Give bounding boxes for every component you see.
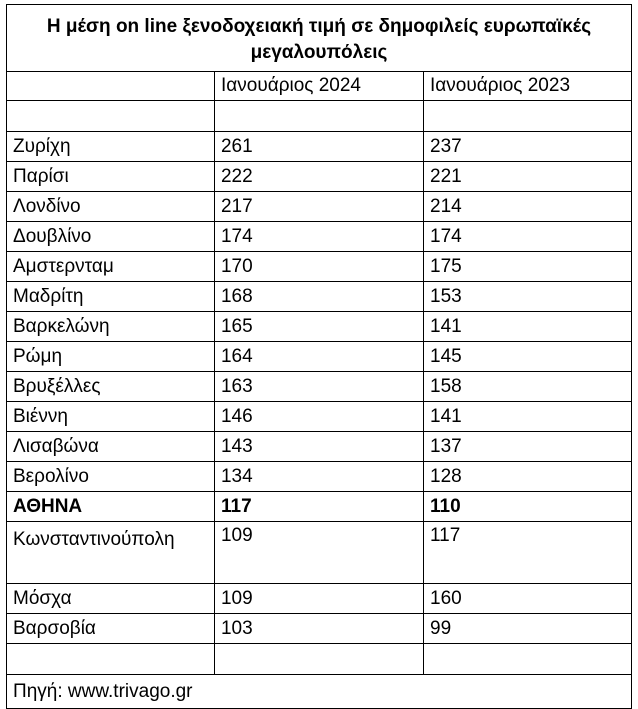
header-jan-2024: Ιανουάριος 2024 <box>214 72 423 101</box>
city-cell: Βερολίνο <box>7 462 215 492</box>
city-cell: Βαρκελώνη <box>7 312 215 342</box>
value-2023-cell: 99 <box>424 614 632 644</box>
city-cell: Δουβλίνο <box>7 222 215 252</box>
blank-cell <box>214 644 423 675</box>
value-2023-cell: 214 <box>424 192 632 222</box>
table-row <box>7 492 632 522</box>
city-cell: Αμστερνταμ <box>7 252 215 282</box>
table-row <box>7 132 632 162</box>
blank-cell <box>7 644 215 675</box>
header-city <box>7 72 215 101</box>
table-row <box>7 462 632 492</box>
value-2023-cell: 117 <box>424 522 632 584</box>
table-row <box>7 252 632 282</box>
table-row <box>7 372 632 402</box>
value-2024-cell: 222 <box>214 162 423 192</box>
blank-cell <box>424 644 632 675</box>
city-cell: Λονδίνο <box>7 192 215 222</box>
city-cell: Βιέννη <box>7 402 215 432</box>
value-2024-cell: 164 <box>214 342 423 372</box>
city-cell: Κωνσταντινούπολη <box>7 522 215 584</box>
value-2023-cell: 137 <box>424 432 632 462</box>
value-2024-cell: 261 <box>214 132 423 162</box>
blank-cell <box>7 101 215 132</box>
city-cell: Ρώμη <box>7 342 215 372</box>
value-2023-cell: 174 <box>424 222 632 252</box>
value-2023-cell: 141 <box>424 402 632 432</box>
value-2024-cell: 117 <box>214 492 423 522</box>
blank-row <box>7 101 632 132</box>
table-row <box>7 312 632 342</box>
value-2023-cell: 128 <box>424 462 632 492</box>
blank-cell <box>214 101 423 132</box>
value-2024-cell: 163 <box>214 372 423 402</box>
title-row <box>7 5 632 72</box>
value-2023-cell: 237 <box>424 132 632 162</box>
value-2024-cell: 170 <box>214 252 423 282</box>
city-cell: Ζυρίχη <box>7 132 215 162</box>
value-2024-cell: 217 <box>214 192 423 222</box>
table-row <box>7 222 632 252</box>
header-row <box>7 72 632 101</box>
city-cell: Παρίσι <box>7 162 215 192</box>
source-note: Πηγή: www.trivago.gr <box>7 675 632 709</box>
table-row <box>7 584 632 614</box>
table-row <box>7 342 632 372</box>
table-title: Η μέση on line ξενοδοχειακή τιμή σε δημοφιλείς ευρωπαϊκές μεγαλουπόλεις <box>7 5 632 72</box>
value-2024-cell: 146 <box>214 402 423 432</box>
price-table-sheet <box>6 4 632 709</box>
value-2023-cell: 141 <box>424 312 632 342</box>
value-2024-cell: 103 <box>214 614 423 644</box>
table-row <box>7 162 632 192</box>
value-2023-cell: 221 <box>424 162 632 192</box>
value-2024-cell: 143 <box>214 432 423 462</box>
value-2023-cell: 110 <box>424 492 632 522</box>
value-2024-cell: 109 <box>214 522 423 584</box>
blank-cell <box>424 101 632 132</box>
table-row <box>7 402 632 432</box>
header-jan-2023: Ιανουάριος 2023 <box>424 72 632 101</box>
table-row <box>7 614 632 644</box>
table-row <box>7 522 632 584</box>
value-2023-cell: 175 <box>424 252 632 282</box>
value-2023-cell: 158 <box>424 372 632 402</box>
table-row <box>7 282 632 312</box>
value-2024-cell: 168 <box>214 282 423 312</box>
value-2023-cell: 145 <box>424 342 632 372</box>
value-2024-cell: 109 <box>214 584 423 614</box>
table-row <box>7 192 632 222</box>
city-cell: Μόσχα <box>7 584 215 614</box>
value-2024-cell: 165 <box>214 312 423 342</box>
city-cell: Λισαβώνα <box>7 432 215 462</box>
value-2023-cell: 153 <box>424 282 632 312</box>
value-2024-cell: 174 <box>214 222 423 252</box>
city-cell: Βρυξέλλες <box>7 372 215 402</box>
city-cell: Βαρσοβία <box>7 614 215 644</box>
city-cell: ΑΘΗΝΑ <box>7 492 215 522</box>
city-cell: Μαδρίτη <box>7 282 215 312</box>
blank-row <box>7 644 632 675</box>
table-row <box>7 432 632 462</box>
value-2023-cell: 160 <box>424 584 632 614</box>
value-2024-cell: 134 <box>214 462 423 492</box>
source-row <box>7 675 632 709</box>
price-table <box>6 4 632 709</box>
